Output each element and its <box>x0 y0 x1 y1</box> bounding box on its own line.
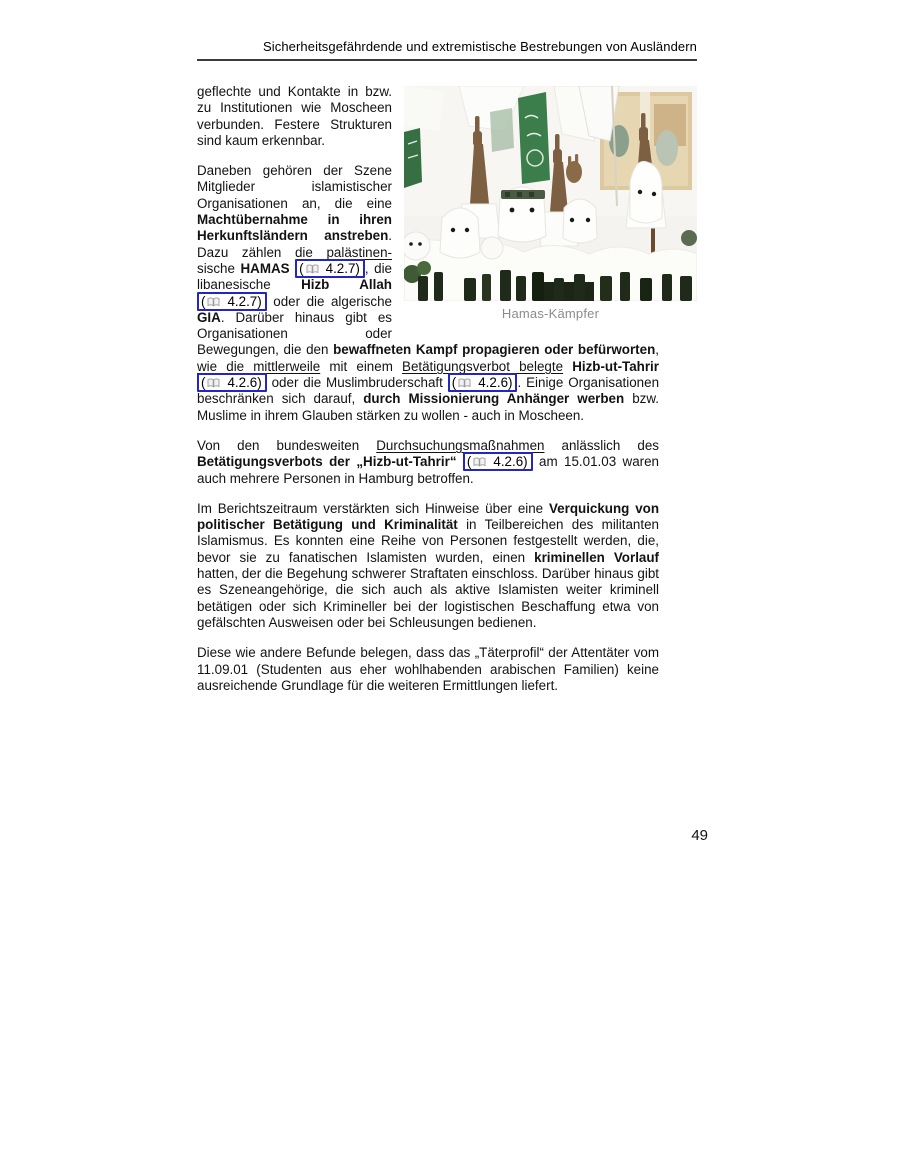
text-run: in Teilbereichen des militanten Islamismus. Es konnten eine Reihe von Personen festgestellt werden, die, bevor sie zu fanatischen Islamisten wurden, einen <box>197 517 659 565</box>
paragraph-criminality <box>197 501 659 631</box>
open-book-icon <box>473 457 486 467</box>
text-run: bzw. Muslime in ihrem Glauben stärken zu wollen - auch in Moscheen. <box>197 391 659 423</box>
bold-text: kriminellen Vorlauf <box>534 549 660 565</box>
text-run: mit einem <box>320 358 403 374</box>
chapter-ref-link[interactable]: ( 4.2.6) <box>463 452 533 471</box>
paragraph-searches <box>197 438 659 487</box>
chapter-ref-link[interactable]: ( 4.2.6) <box>197 373 267 392</box>
bold-text: Betätigungsverbots der „Hizb-ut-Tahrir“ <box>197 454 457 470</box>
header-title: Sicherheitsgefährdende und extremistische Bestrebungen von Ausländern <box>262 39 697 54</box>
text-run: hatten, der die Begehung schwerer Straftaten einschloss. Darüber hinaus gibt es Szeneangehörige, die sich auch als aktive Islamisten weiter kriminell betätigen oder sich Krimineller bei der logistischen Beschaffung etwa von gefälschten Ausweisen oder bei Schleusungen bedienen. <box>197 566 659 630</box>
text-run: Im Berichtszeitraum verstärkten sich Hinweise über eine <box>197 500 549 516</box>
underlined-text: wie die mittlerweile <box>197 358 321 374</box>
open-book-icon <box>207 297 220 307</box>
text-run: anlässlich des <box>544 437 659 453</box>
text-run <box>563 359 572 374</box>
text-run: sische <box>197 260 241 276</box>
text-run: . Dazu zählen die <box>197 228 392 260</box>
chapter-ref-link[interactable]: ( 4.2.7) <box>295 259 365 278</box>
open-book-icon <box>207 378 220 388</box>
bold-text: Hizb Allah <box>301 277 392 293</box>
hamas-photo-illustration <box>404 86 697 301</box>
text-run: , die libanesische <box>197 260 392 293</box>
bold-text: HAMAS <box>240 260 290 276</box>
text-run: Von den bundesweiten <box>197 437 377 453</box>
page-content <box>197 84 659 708</box>
underlined-text: Betätigungsverbot belegte <box>402 358 564 374</box>
text-run: oder die Muslimbruderschaft <box>266 375 448 391</box>
open-book-icon <box>306 264 319 274</box>
open-book-icon <box>458 378 471 388</box>
hamas-photo-figure <box>404 86 697 322</box>
bold-text: Verquickung von politischer Betätigung und Kriminalität <box>197 500 659 533</box>
bold-text: Machtübernahme in ihren Herkunftsländern anstreben <box>197 212 392 244</box>
photo-caption: Hamas-Kämpfer <box>501 306 600 321</box>
bold-text: GIA <box>197 309 221 325</box>
text-run: am 15.01.03 waren auch mehrere Personen in Hamburg betroffen. <box>197 454 659 486</box>
bold-text: durch Missionierung Anhänger werben <box>363 391 625 407</box>
text-run: , <box>655 342 659 358</box>
bold-text: Hizb-ut-Tahrir <box>572 358 659 374</box>
chapter-ref-link[interactable]: ( 4.2.6) <box>448 373 518 392</box>
text-run: . Einige Organisationen beschränken sich darauf, <box>197 375 660 407</box>
text-run <box>457 454 463 469</box>
text-run: oder die algerische <box>266 293 392 309</box>
page-number: 49 <box>691 827 708 844</box>
bold-text: bewaffneten Kampf propagieren oder befürworten <box>333 342 656 358</box>
text-run: geflechte und Kontakte in bzw. zu Institutionen wie Moscheen verbunden. Festere Strukturen sind kaum erkennbar. <box>197 84 392 148</box>
underlined-text: palästinen <box>326 244 392 260</box>
underlined-text: Durchsuchungsmaßnahmen <box>376 437 545 453</box>
hamas-photo <box>404 86 697 301</box>
text-run: . Darüber hinaus gibt es Organisationen oder Bewegungen, die den <box>197 309 392 358</box>
text-run: Daneben gehören der Szene Mitglieder islamistischer Organisationen an, die eine <box>197 163 392 211</box>
paragraph-taeterprofil <box>197 645 659 694</box>
page-header <box>197 40 697 61</box>
chapter-ref-link[interactable]: ( 4.2.7) <box>197 292 267 311</box>
text-run: Diese wie andere Befunde belegen, dass das „Täterprofil“ der Attentäter vom 11.09.01 (Studenten aus eher wohlhabenden arabischen Familien) keine ausreichende Grundlage für die weiteren Ermittlungen liefert. <box>197 645 659 693</box>
